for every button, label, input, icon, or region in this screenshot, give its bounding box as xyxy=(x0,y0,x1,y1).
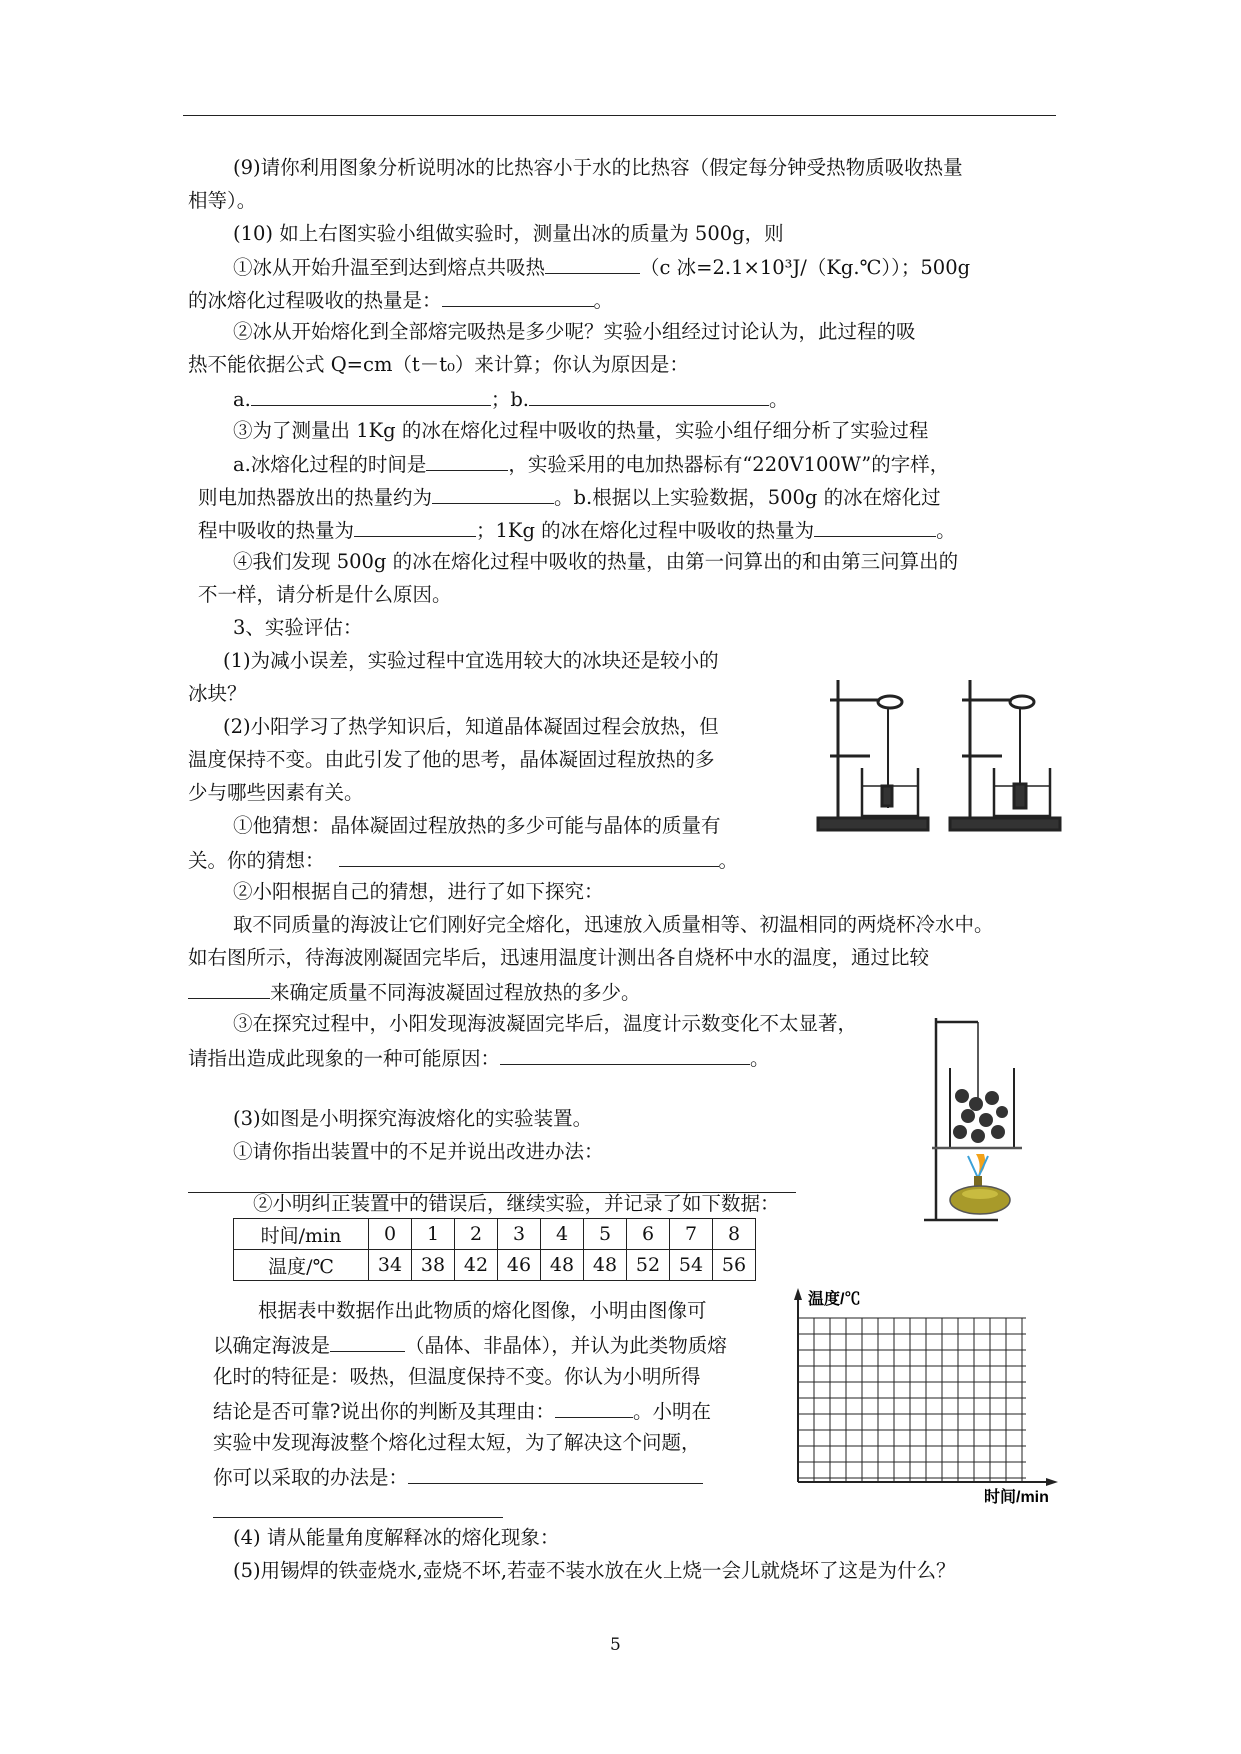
table-cell: 8 xyxy=(713,1219,756,1250)
table-cell: 46 xyxy=(498,1250,541,1281)
table-row-label: 时间/min xyxy=(234,1219,369,1250)
answer-blank[interactable] xyxy=(330,1331,405,1352)
answer-blank[interactable] xyxy=(555,1397,633,1418)
header-rule xyxy=(183,115,1056,116)
q10-3-line1: ③为了测量出 1Kg 的冰在熔化过程中吸收的热量，实验小组仔细分析了实验过程 xyxy=(233,419,929,442)
table-cell: 56 xyxy=(713,1250,756,1281)
answer-blank[interactable] xyxy=(188,1172,796,1193)
answer-blank-a[interactable] xyxy=(251,385,491,406)
e4-line: (4) 请从能量角度解释冰的熔化现象： xyxy=(233,1526,560,1549)
e3-2-text5: 实验中发现海波整个熔化过程太短，为了解决这个问题， xyxy=(213,1431,701,1454)
table-cell: 42 xyxy=(455,1250,498,1281)
answer-blank[interactable] xyxy=(426,450,508,471)
q9-line1: (9)请你利用图象分析说明冰的比热容小于水的比热容（假定每分钟受热物质吸收热量 xyxy=(233,156,963,179)
e2-3-line1: ③在探究过程中，小阳发现海波凝固完毕后，温度计示数变化不太显著， xyxy=(233,1012,858,1035)
e3-2-text3: 化时的特征是：吸热，但温度保持不变。你认为小明所得 xyxy=(213,1365,701,1388)
q10-2-line1: ②冰从开始熔化到全部熔完吸热是多少呢？实验小组经过讨论认为，此过程的吸 xyxy=(233,320,916,343)
table-cell: 0 xyxy=(369,1219,412,1250)
table-cell: 34 xyxy=(369,1250,412,1281)
e3-2-line: ②小明纠正装置中的错误后，继续实验，并记录了如下数据： xyxy=(253,1192,780,1215)
answer-blank[interactable] xyxy=(545,253,640,274)
e3-2-text4: 结论是否可靠?说出你的判断及其理由： 。小明在 xyxy=(213,1397,711,1425)
table-row xyxy=(234,1219,756,1250)
answer-blank-b[interactable] xyxy=(529,385,769,406)
q10-4-line2: 不一样，请分析是什么原因。 xyxy=(198,583,452,606)
e2-line3: 少与哪些因素有关。 xyxy=(188,781,364,804)
e2-2-line4: 来确定质量不同海波凝固过程放热的多少。 xyxy=(188,978,641,1006)
table-cell: 5 xyxy=(584,1219,627,1250)
heating-apparatus-figure xyxy=(918,1008,1038,1230)
q10-3-line3: 则电加热器放出的热量约为 。b.根据以上实验数据，500g 的冰在熔化过 xyxy=(198,483,941,511)
q10-3-line2: a.冰熔化过程的时间是 ，实验采用的电加热器标有“220V100W”的字样， xyxy=(233,450,949,478)
grid-ylabel: 温度/℃ xyxy=(808,1291,861,1308)
e2-line2: 温度保持不变。由此引发了他的思考，晶体凝固过程放热的多 xyxy=(188,748,715,771)
table-cell: 1 xyxy=(412,1219,455,1250)
e1-line1: (1)为减小误差，实验过程中宜选用较大的冰块还是较小的 xyxy=(223,649,719,672)
beaker-stands-figure xyxy=(810,668,1072,838)
melting-graph-grid xyxy=(786,1286,1066,1506)
e2-1-line1: ①他猜想：晶体凝固过程放热的多少可能与晶体的质量有 xyxy=(233,814,721,837)
e2-2-line1: ②小阳根据自己的猜想，进行了如下探究： xyxy=(233,880,604,903)
e3-1-line: ①请你指出装置中的不足并说出改进办法： xyxy=(233,1140,604,1163)
answer-blank[interactable] xyxy=(442,286,594,307)
section-3-heading: 3、实验评估： xyxy=(233,616,363,639)
q10-3-line4: 程中吸收的热量为 ；1Kg 的冰在熔化过程中吸收的热量为 。 xyxy=(198,516,956,544)
answer-blank[interactable] xyxy=(354,516,476,537)
e2-1-line2: 关。你的猜想： 。 xyxy=(188,846,738,874)
table-cell: 3 xyxy=(498,1219,541,1250)
q10-2-answers: a. ；b. 。 xyxy=(233,385,789,413)
table-cell: 48 xyxy=(541,1250,584,1281)
e3-2-text1: 根据表中数据作出此物质的熔化图像，小明由图像可 xyxy=(258,1299,707,1322)
table-cell: 52 xyxy=(627,1250,670,1281)
answer-blank[interactable] xyxy=(408,1463,703,1484)
answer-blank[interactable] xyxy=(814,516,936,537)
q9-line2: 相等）。 xyxy=(188,189,257,212)
table-cell: 38 xyxy=(412,1250,455,1281)
table-cell: 48 xyxy=(584,1250,627,1281)
e1-line2: 冰块？ xyxy=(188,682,247,705)
table-row xyxy=(234,1250,756,1281)
table-row-label: 温度/℃ xyxy=(234,1250,369,1281)
answer-blank[interactable] xyxy=(213,1497,503,1518)
page-number: 5 xyxy=(610,1635,621,1655)
answer-blank[interactable] xyxy=(188,978,270,999)
e5-line: (5)用锡焊的铁壶烧水,壶烧不坏,若壶不装水放在火上烧一会儿就烧坏了这是为什么？ xyxy=(233,1559,956,1582)
e3-heading: (3)如图是小明探究海波熔化的实验装置。 xyxy=(233,1107,593,1130)
e2-line1: (2)小阳学习了热学知识后，知道晶体凝固过程会放热，但 xyxy=(223,715,719,738)
table-cell: 2 xyxy=(455,1219,498,1250)
q10-2-line2: 热不能依据公式 Q=cm（t－t₀）来计算；你认为原因是： xyxy=(188,353,689,376)
table-cell: 7 xyxy=(670,1219,713,1250)
table-cell: 54 xyxy=(670,1250,713,1281)
e2-2-line2: 取不同质量的海波让它们刚好完全熔化，迅速放入质量相等、初温相同的两烧杯冷水中。 xyxy=(233,913,994,936)
e2-3-line2: 请指出造成此现象的一种可能原因： 。 xyxy=(188,1044,770,1072)
answer-blank[interactable] xyxy=(500,1044,750,1065)
q10-1-line1: ①冰从开始升温至到达到熔点共吸热 （c 冰=2.1×10³J/（Kg.℃））；500g xyxy=(233,253,970,281)
data-table xyxy=(233,1218,756,1281)
answer-blank[interactable] xyxy=(339,846,719,867)
grid-xlabel: 时间/min xyxy=(984,1489,1049,1506)
table-cell: 4 xyxy=(541,1219,584,1250)
e3-2-text2: 以确定海波是 （晶体、非晶体），并认为此类物质熔 xyxy=(213,1331,727,1359)
q10-intro: (10) 如上右图实验小组做实验时，测量出冰的质量为 500g，则 xyxy=(233,222,784,245)
e2-2-line3: 如右图所示，待海波刚凝固完毕后，迅速用温度计测出各自烧杯中水的温度，通过比较 xyxy=(188,946,930,969)
q10-4-line1: ④我们发现 500g 的冰在熔化过程中吸收的热量，由第一问算出的和由第三问算出的 xyxy=(233,550,959,573)
e3-2-text6: 你可以采取的办法是： xyxy=(213,1463,703,1491)
table-cell: 6 xyxy=(627,1219,670,1250)
answer-blank[interactable] xyxy=(432,483,554,504)
q10-1-line2: 的冰熔化过程吸收的热量是： 。 xyxy=(188,286,613,314)
